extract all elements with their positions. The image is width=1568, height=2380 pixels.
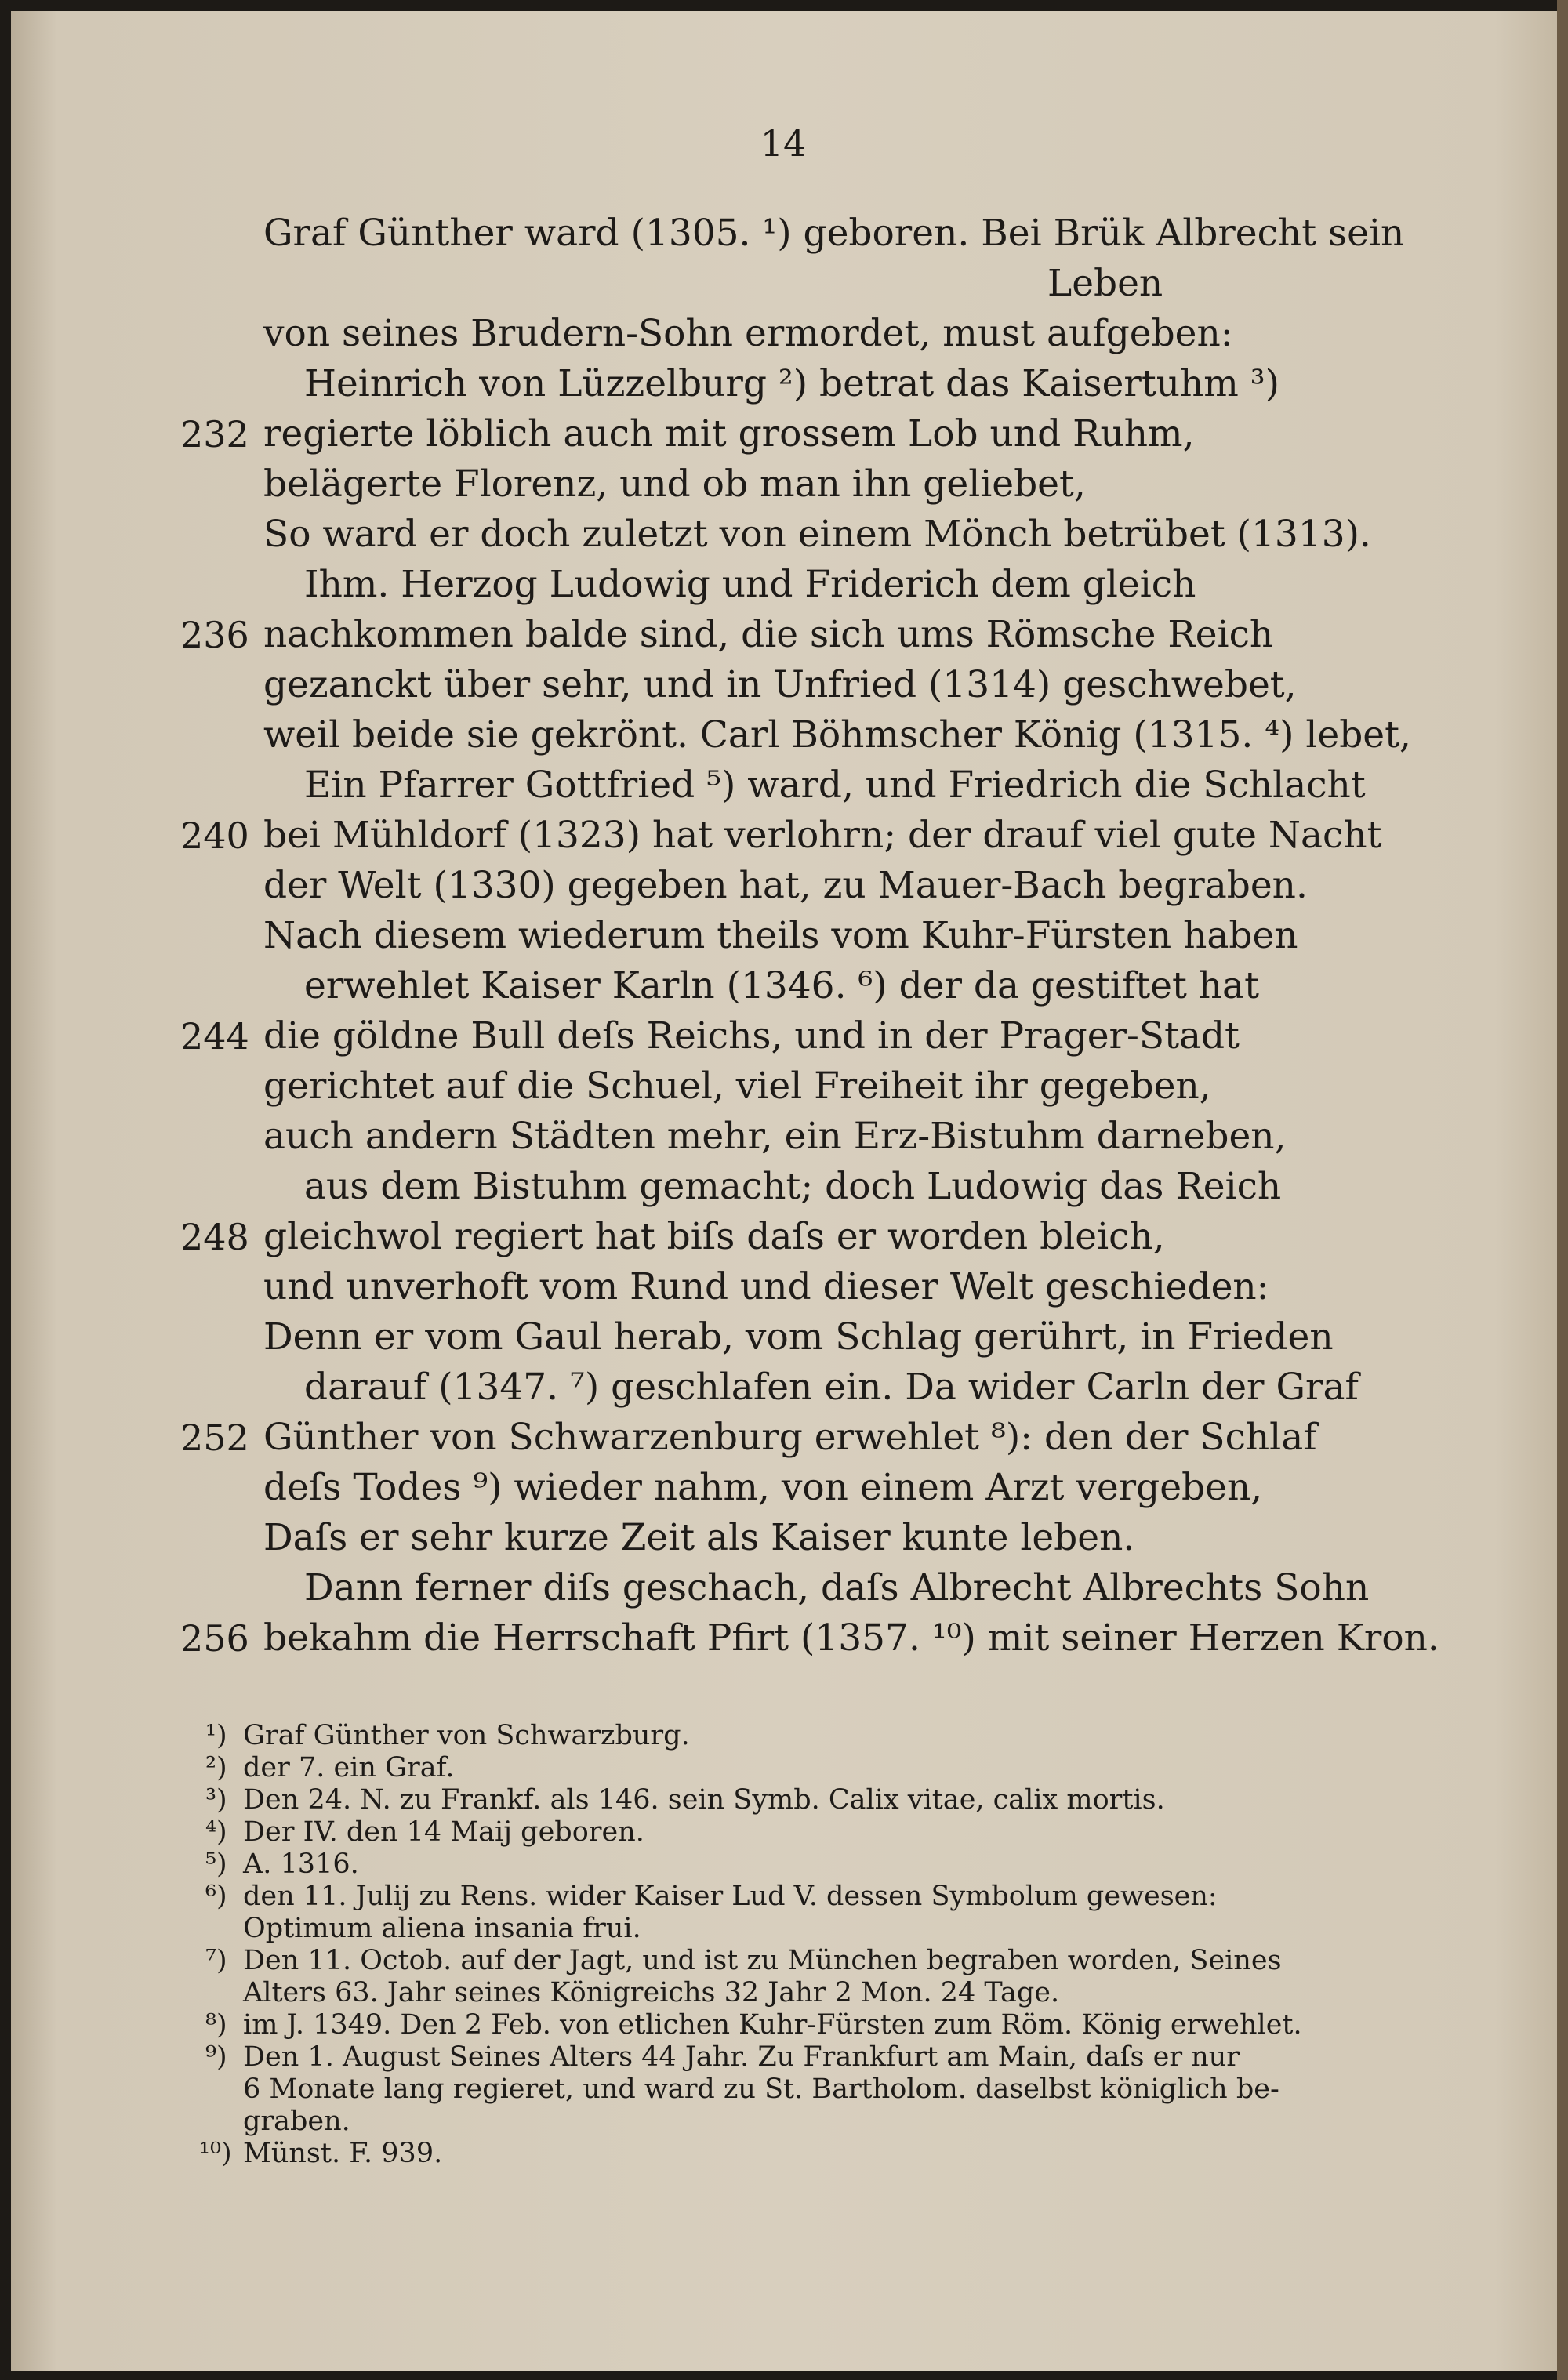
footnote-mark: ⁷) — [205, 1945, 227, 1976]
verse-line: auch andern Städten mehr, ein Erz-Bistuhm darneben, — [263, 1115, 1287, 1158]
verse-line: weil beide sie gekrönt. Carl Böhmscher König (1315. ⁴) lebet, — [263, 713, 1411, 756]
verse-line: nachkommen balde sind, die sich ums Römsche Reich — [263, 613, 1274, 656]
verse-line: regierte löblich auch mit grossem Lob und Ruhm, — [263, 412, 1195, 455]
footnote-mark: ⁸) — [205, 2009, 227, 2041]
verse-line: die göldne Bull deſs Reichs, und in der Prager-Stadt — [263, 1014, 1240, 1058]
footnote-mark: ¹⁰) — [199, 2138, 232, 2169]
footnote-text: im J. 1349. Den 2 Feb. von etlichen Kuhr-Fürsten zum Röm. König erwehlet. — [243, 2009, 1302, 2041]
footnote-text: Optimum aliena insania frui. — [243, 1913, 641, 1944]
verse-line: gleichwol regiert hat biſs daſs er worden bleich, — [263, 1215, 1165, 1258]
verse-line: erwehlet Kaiser Karln (1346. ⁶) der da gestiftet hat — [304, 964, 1259, 1007]
footnote-text: den 11. Julij zu Rens. wider Kaiser Lud V. dessen Symbolum gewesen: — [243, 1881, 1218, 1912]
line-number: 256 — [180, 1617, 249, 1660]
verse-line: Ihm. Herzog Ludowig und Friderich dem gleich — [304, 563, 1196, 606]
verse-line: Daſs er sehr kurze Zeit als Kaiser kunte leben. — [263, 1516, 1135, 1559]
footnote-text: der 7. ein Graf. — [243, 1752, 455, 1783]
footnote-text: Den 11. Octob. auf der Jagt, und ist zu München begraben worden, Seines — [243, 1945, 1282, 1976]
verse-line: Denn er vom Gaul herab, vom Schlag gerührt, in Frieden — [263, 1315, 1334, 1359]
footnote-text: Alters 63. Jahr seines Königreichs 32 Jahr 2 Mon. 24 Tage. — [243, 1977, 1060, 2008]
verse-line: deſs Todes ⁹) wieder nahm, von einem Arzt vergeben, — [263, 1466, 1263, 1509]
book-page — [11, 11, 1557, 2371]
line-number: 244 — [180, 1015, 249, 1058]
verse-line: Heinrich von Lüzzelburg ²) betrat das Kaisertuhm ³) — [304, 362, 1279, 405]
verse-line: aus dem Bistuhm gemacht; doch Ludowig das Reich — [304, 1165, 1282, 1208]
footnote-text: Den 24. N. zu Frankf. als 146. sein Symb. Calix vitae, calix mortis. — [243, 1784, 1165, 1816]
line-number: 236 — [180, 614, 249, 656]
verse-line: darauf (1347. ⁷) geschlafen ein. Da wider Carln der Graf — [304, 1366, 1359, 1409]
footnote-mark: ²) — [205, 1752, 227, 1783]
page-number: 14 — [760, 122, 807, 165]
verse-line: und unverhoft vom Rund und dieser Welt geschieden: — [263, 1265, 1269, 1308]
footnote-mark: ³) — [205, 1784, 227, 1816]
footnote-mark: ⁴) — [205, 1816, 227, 1848]
verse-block — [11, 11, 1557, 1696]
line-number: 240 — [180, 814, 249, 857]
footnote-text: Münst. F. 939. — [243, 2138, 443, 2169]
verse-line: So ward er doch zuletzt von einem Mönch betrübet (1313). — [263, 513, 1371, 556]
footnote-text: A. 1316. — [243, 1848, 359, 1880]
verse-line: bei Mühldorf (1323) hat verlohrn; der drauf viel gute Nacht — [263, 814, 1382, 857]
verse-line: Nach diesem wiederum theils vom Kuhr-Fürsten haben — [263, 914, 1298, 957]
footnote-text: Den 1. August Seines Alters 44 Jahr. Zu Frankfurt am Main, daſs er nur — [243, 2041, 1240, 2073]
verse-line: belägerte Florenz, und ob man ihn geliebet, — [263, 463, 1086, 506]
footnote-mark: ¹) — [205, 1720, 227, 1751]
line-number: 252 — [180, 1417, 249, 1459]
footnote-text: graben. — [243, 2106, 350, 2137]
footnote-text: 6 Monate lang regieret, und ward zu St. Bartholom. daselbst königlich be- — [243, 2073, 1279, 2105]
verse-line: Graf Günther ward (1305. ¹) geboren. Bei Brük Albrecht sein — [263, 212, 1405, 255]
page-edge — [1557, 0, 1568, 2380]
footnote-mark: ⁶) — [205, 1881, 227, 1912]
verse-line: gezanckt über sehr, und in Unfried (1314) geschwebet, — [263, 663, 1297, 706]
verse-line: von seines Brudern-Sohn ermordet, must aufgeben: — [263, 312, 1233, 355]
verse-line: Ein Pfarrer Gottfried ⁵) ward, und Friedrich die Schlacht — [304, 764, 1366, 807]
verse-line: Günther von Schwarzenburg erwehlet ⁸): den der Schlaf — [263, 1416, 1317, 1459]
verse-line: Leben — [1047, 262, 1163, 305]
verse-line: gerichtet auf die Schuel, viel Freiheit ihr gegeben, — [263, 1065, 1211, 1108]
verse-line: bekahm die Herrschaft Pfirt (1357. ¹⁰) mit seiner Herzen Kron. — [263, 1616, 1439, 1660]
footnote-mark: ⁵) — [205, 1848, 227, 1880]
footnote-text: Der IV. den 14 Maij geboren. — [243, 1816, 644, 1848]
verse-line: der Welt (1330) gegeben hat, zu Mauer-Bach begraben. — [263, 864, 1308, 907]
verse-line: Dann ferner diſs geschach, daſs Albrecht Albrechts Sohn — [304, 1566, 1370, 1609]
footnote-text: Graf Günther von Schwarzburg. — [243, 1720, 690, 1751]
line-number: 248 — [180, 1216, 249, 1258]
line-number: 232 — [180, 413, 249, 455]
footnote-mark: ⁹) — [205, 2041, 227, 2073]
